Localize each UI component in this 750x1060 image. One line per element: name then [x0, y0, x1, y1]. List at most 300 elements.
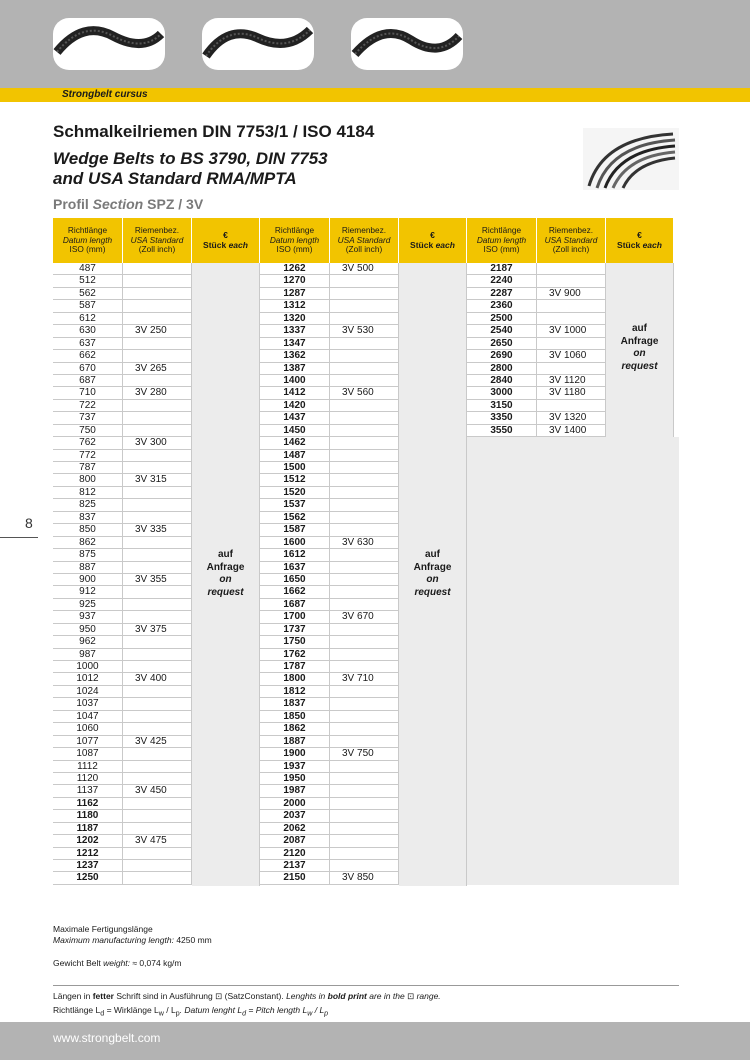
datum-length-cell: 1787	[260, 661, 330, 672]
usa-designation-cell	[537, 338, 606, 349]
usa-designation-cell	[123, 711, 192, 722]
table-row	[260, 723, 399, 735]
datum-length-cell: 670	[53, 363, 123, 374]
usa-designation-cell	[123, 586, 192, 597]
table-row	[260, 823, 399, 835]
table-row	[53, 313, 192, 325]
table-row	[260, 649, 399, 661]
usa-designation-cell: 3V 530	[330, 325, 399, 336]
usa-designation-cell	[537, 263, 606, 274]
table-row	[53, 375, 192, 387]
usa-designation-cell	[123, 275, 192, 286]
datum-length-cell: 987	[53, 649, 123, 660]
table-row	[260, 338, 399, 350]
table-row	[260, 872, 399, 884]
brand-label: Strongbelt cursus	[62, 89, 148, 100]
price-on-request-cell: auf Anfrage on request	[399, 263, 467, 886]
table-row	[53, 363, 192, 375]
usa-designation-cell: 3V 300	[123, 437, 192, 448]
usa-designation-cell	[123, 698, 192, 709]
table-row	[260, 661, 399, 673]
datum-length-cell: 1700	[260, 611, 330, 622]
belt-image	[351, 18, 463, 70]
usa-designation-cell	[330, 723, 399, 734]
usa-designation-cell	[537, 363, 606, 374]
datum-length-cell: 925	[53, 599, 123, 610]
column-header-designation: Riemenbez. USA Standard (Zoll inch)	[123, 218, 192, 263]
datum-length-cell: 2287	[467, 288, 537, 299]
table-row	[467, 263, 606, 275]
table-row	[53, 474, 192, 486]
usa-designation-cell	[123, 263, 192, 274]
datum-length-cell: 2037	[260, 810, 330, 821]
table-row	[53, 611, 192, 623]
datum-length-cell: 1420	[260, 400, 330, 411]
table-row	[260, 673, 399, 685]
datum-length-cell: 950	[53, 624, 123, 635]
table-row	[53, 848, 192, 860]
usa-designation-cell: 3V 1400	[537, 425, 606, 436]
column-header-length: Richtlänge Datum length ISO (mm)	[467, 218, 537, 263]
table-row	[53, 586, 192, 598]
usa-designation-cell	[330, 363, 399, 374]
datum-length-cell: 1250	[53, 872, 123, 883]
table-row	[260, 810, 399, 822]
table-row	[53, 636, 192, 648]
usa-designation-cell: 3V 500	[330, 263, 399, 274]
table-row	[260, 387, 399, 399]
table-row	[467, 425, 606, 437]
datum-length-cell: 937	[53, 611, 123, 622]
usa-designation-cell: 3V 250	[123, 325, 192, 336]
usa-designation-cell	[330, 624, 399, 635]
column-header-price: € Stück each	[399, 218, 467, 263]
table-row	[260, 425, 399, 437]
usa-designation-cell	[330, 499, 399, 510]
usa-designation-cell	[330, 810, 399, 821]
datum-length-cell: 1262	[260, 263, 330, 274]
datum-length-cell: 1900	[260, 748, 330, 759]
table-row	[53, 275, 192, 287]
datum-length-cell: 1202	[53, 835, 123, 846]
table-row	[467, 350, 606, 362]
table-row	[53, 599, 192, 611]
datum-length-cell: 887	[53, 562, 123, 573]
table-row	[260, 761, 399, 773]
usa-designation-cell: 3V 1180	[537, 387, 606, 398]
table-row	[260, 736, 399, 748]
usa-designation-cell	[330, 338, 399, 349]
table-row	[467, 300, 606, 312]
usa-designation-cell	[330, 661, 399, 672]
datum-length-cell: 1637	[260, 562, 330, 573]
table-row	[260, 711, 399, 723]
usa-designation-cell: 3V 315	[123, 474, 192, 485]
datum-length-cell: 1120	[53, 773, 123, 784]
usa-designation-cell	[330, 798, 399, 809]
table-body	[53, 263, 192, 885]
usa-designation-cell	[123, 636, 192, 647]
datum-length-cell: 562	[53, 288, 123, 299]
table-row	[53, 872, 192, 884]
column-header-length: Richtlänge Datum length ISO (mm)	[53, 218, 123, 263]
table-row	[467, 275, 606, 287]
usa-designation-cell	[537, 275, 606, 286]
datum-length-cell: 1337	[260, 325, 330, 336]
belt-image	[53, 18, 165, 70]
table-row	[260, 624, 399, 636]
usa-designation-cell: 3V 560	[330, 387, 399, 398]
table-row	[260, 549, 399, 561]
usa-designation-cell	[330, 761, 399, 772]
datum-length-cell: 2240	[467, 275, 537, 286]
usa-designation-cell	[123, 512, 192, 523]
datum-length-cell: 630	[53, 325, 123, 336]
table-row	[53, 499, 192, 511]
table-row	[260, 798, 399, 810]
datum-length-cell: 487	[53, 263, 123, 274]
usa-designation-cell	[330, 860, 399, 871]
table-row	[53, 574, 192, 586]
datum-length-cell: 1362	[260, 350, 330, 361]
table-row	[260, 487, 399, 499]
table-row	[260, 611, 399, 623]
table-row	[467, 288, 606, 300]
table-body	[260, 263, 399, 885]
table-row	[53, 748, 192, 760]
datum-length-cell: 2800	[467, 363, 537, 374]
usa-designation-cell	[330, 288, 399, 299]
datum-length-cell: 1024	[53, 686, 123, 697]
usa-designation-cell: 3V 450	[123, 785, 192, 796]
usa-designation-cell	[330, 823, 399, 834]
datum-length-cell: 512	[53, 275, 123, 286]
usa-designation-cell: 3V 335	[123, 524, 192, 535]
table-row	[53, 425, 192, 437]
table-row	[53, 785, 192, 797]
datum-length-cell: 1412	[260, 387, 330, 398]
column-header-price: € Stück each	[606, 218, 674, 263]
usa-designation-cell	[330, 686, 399, 697]
table-row	[260, 785, 399, 797]
table-row	[260, 313, 399, 325]
datum-length-cell: 812	[53, 487, 123, 498]
datum-length-cell: 3000	[467, 387, 537, 398]
table-row	[467, 363, 606, 375]
usa-designation-cell	[123, 599, 192, 610]
table-row	[53, 723, 192, 735]
usa-designation-cell: 3V 670	[330, 611, 399, 622]
usa-designation-cell	[123, 350, 192, 361]
datum-length-cell: 2360	[467, 300, 537, 311]
datum-length-cell: 1037	[53, 698, 123, 709]
usa-designation-cell	[330, 736, 399, 747]
website-link[interactable]: www.strongbelt.com	[53, 1031, 161, 1045]
datum-length-cell: 662	[53, 350, 123, 361]
usa-designation-cell	[330, 450, 399, 461]
usa-designation-cell	[123, 300, 192, 311]
datum-length-cell: 1137	[53, 785, 123, 796]
table-row	[260, 748, 399, 760]
usa-designation-cell	[330, 412, 399, 423]
table-row	[260, 562, 399, 574]
table-row	[53, 810, 192, 822]
usa-designation-cell	[123, 499, 192, 510]
datum-length-cell: 1112	[53, 761, 123, 772]
column-header-designation: Riemenbez. USA Standard (Zoll inch)	[330, 218, 399, 263]
datum-length-cell: 1750	[260, 636, 330, 647]
table-row	[53, 288, 192, 300]
usa-designation-cell	[123, 810, 192, 821]
usa-designation-cell	[330, 512, 399, 523]
euro-icon: €	[223, 230, 228, 240]
datum-length-cell: 1537	[260, 499, 330, 510]
profile-label: Profil Section SPZ / 3V	[53, 196, 204, 212]
datum-length-cell: 1812	[260, 686, 330, 697]
usa-designation-cell: 3V 400	[123, 673, 192, 684]
datum-length-cell: 2500	[467, 313, 537, 324]
euro-icon: €	[637, 230, 642, 240]
usa-designation-cell	[330, 636, 399, 647]
table-row	[53, 698, 192, 710]
table-row	[260, 636, 399, 648]
usa-designation-cell	[123, 848, 192, 859]
datum-length-cell: 1600	[260, 537, 330, 548]
datum-length-cell: 837	[53, 512, 123, 523]
datum-length-cell: 2540	[467, 325, 537, 336]
datum-length-cell: 912	[53, 586, 123, 597]
table-row	[53, 835, 192, 847]
table-row	[260, 773, 399, 785]
datum-length-cell: 1687	[260, 599, 330, 610]
table-row	[260, 325, 399, 337]
datum-length-cell: 1650	[260, 574, 330, 585]
table-row	[53, 512, 192, 524]
table-row	[467, 313, 606, 325]
datum-length-cell: 722	[53, 400, 123, 411]
table-row	[260, 400, 399, 412]
table-row	[260, 698, 399, 710]
datum-length-cell: 2650	[467, 338, 537, 349]
usa-designation-cell	[123, 400, 192, 411]
datum-length-cell: 1312	[260, 300, 330, 311]
usa-designation-cell	[123, 425, 192, 436]
table-row	[53, 798, 192, 810]
datum-length-cell: 710	[53, 387, 123, 398]
usa-designation-cell	[123, 860, 192, 871]
usa-designation-cell	[330, 574, 399, 585]
usa-designation-cell	[330, 848, 399, 859]
table-row	[53, 711, 192, 723]
usa-designation-cell	[123, 773, 192, 784]
usa-designation-cell: 3V 900	[537, 288, 606, 299]
table-row	[260, 537, 399, 549]
price-on-request-cell: auf Anfrage on request	[606, 263, 674, 437]
table-row	[260, 686, 399, 698]
table-row	[53, 736, 192, 748]
datum-length-cell: 612	[53, 313, 123, 324]
usa-designation-cell	[330, 313, 399, 324]
datum-length-cell: 1060	[53, 723, 123, 734]
usa-designation-cell	[330, 487, 399, 498]
usa-designation-cell	[123, 450, 192, 461]
usa-designation-cell	[330, 300, 399, 311]
table-row	[53, 350, 192, 362]
table-row	[260, 574, 399, 586]
usa-designation-cell: 3V 630	[330, 537, 399, 548]
usa-designation-cell	[330, 562, 399, 573]
usa-designation-cell	[123, 338, 192, 349]
usa-designation-cell: 3V 475	[123, 835, 192, 846]
table-row	[53, 860, 192, 872]
table-row	[260, 450, 399, 462]
belts-photo	[583, 128, 679, 190]
datum-length-cell: 1737	[260, 624, 330, 635]
usa-designation-cell: 3V 750	[330, 748, 399, 759]
datum-length-cell: 2137	[260, 860, 330, 871]
datum-length-cell: 1077	[53, 736, 123, 747]
usa-designation-cell	[123, 412, 192, 423]
datum-length-cell: 1000	[53, 661, 123, 672]
datum-length-cell: 1012	[53, 673, 123, 684]
datum-length-cell: 2690	[467, 350, 537, 361]
table-row	[260, 599, 399, 611]
table-row	[53, 661, 192, 673]
table-row	[53, 761, 192, 773]
datum-length-cell: 787	[53, 462, 123, 473]
datum-length-cell: 1400	[260, 375, 330, 386]
datum-length-cell: 1450	[260, 425, 330, 436]
table-row	[53, 487, 192, 499]
datum-length-cell: 2000	[260, 798, 330, 809]
datum-length-cell: 3150	[467, 400, 537, 411]
length-definition-note: Richtlänge $L_d$ = Wirklänge $L_w / L_p$. Datum lenght $L_d$ = Pitch length $L_w / L_p$	[53, 1005, 329, 1018]
usa-designation-cell: 3V 1120	[537, 375, 606, 386]
table-row	[467, 412, 606, 424]
usa-designation-cell	[123, 748, 192, 759]
datum-length-cell: 1562	[260, 512, 330, 523]
usa-designation-cell	[123, 661, 192, 672]
usa-designation-cell	[123, 823, 192, 834]
table-row	[53, 300, 192, 312]
usa-designation-cell	[330, 524, 399, 535]
usa-designation-cell	[123, 487, 192, 498]
datum-length-cell: 2062	[260, 823, 330, 834]
datum-length-cell: 637	[53, 338, 123, 349]
datum-length-cell: 1047	[53, 711, 123, 722]
usa-designation-cell	[330, 437, 399, 448]
usa-designation-cell	[123, 462, 192, 473]
table-row	[467, 325, 606, 337]
table-row	[53, 624, 192, 636]
usa-designation-cell	[330, 375, 399, 386]
datum-length-cell: 1987	[260, 785, 330, 796]
table-row	[260, 288, 399, 300]
usa-designation-cell	[123, 375, 192, 386]
datum-length-cell: 1212	[53, 848, 123, 859]
usa-designation-cell	[123, 761, 192, 772]
usa-designation-cell	[123, 649, 192, 660]
page-number-rule	[0, 537, 38, 538]
column-header-price: € Stück each	[192, 218, 260, 263]
table-row	[260, 300, 399, 312]
table-row	[260, 437, 399, 449]
datum-length-cell: 762	[53, 437, 123, 448]
usa-designation-cell	[330, 474, 399, 485]
usa-designation-cell	[330, 785, 399, 796]
satzconstant-icon: ⊡	[407, 991, 415, 1001]
satzconstant-icon: ⊡	[215, 991, 223, 1001]
usa-designation-cell: 3V 265	[123, 363, 192, 374]
datum-length-cell: 3550	[467, 425, 537, 436]
usa-designation-cell	[537, 313, 606, 324]
usa-designation-cell	[123, 562, 192, 573]
usa-designation-cell: 3V 710	[330, 673, 399, 684]
usa-designation-cell: 3V 850	[330, 872, 399, 883]
datum-length-cell: 1500	[260, 462, 330, 473]
datum-length-cell: 1512	[260, 474, 330, 485]
datum-length-cell: 687	[53, 375, 123, 386]
table-body	[467, 263, 606, 437]
page-number: 8	[25, 515, 33, 531]
usa-designation-cell	[123, 798, 192, 809]
datum-length-cell: 3350	[467, 412, 537, 423]
datum-length-cell: 1662	[260, 586, 330, 597]
empty-table-area	[467, 437, 679, 885]
table-row	[260, 848, 399, 860]
table-row	[53, 562, 192, 574]
table-row	[260, 412, 399, 424]
datum-length-cell: 737	[53, 412, 123, 423]
usa-designation-cell	[330, 425, 399, 436]
datum-length-cell: 2120	[260, 848, 330, 859]
table-row	[260, 363, 399, 375]
table-row	[260, 835, 399, 847]
usa-designation-cell	[123, 872, 192, 883]
datum-length-cell: 1320	[260, 313, 330, 324]
table-row	[53, 549, 192, 561]
table-row	[53, 524, 192, 536]
datum-length-cell: 1937	[260, 761, 330, 772]
datum-length-cell: 1187	[53, 823, 123, 834]
table-row	[53, 400, 192, 412]
datum-length-cell: 2087	[260, 835, 330, 846]
usa-designation-cell	[123, 313, 192, 324]
table-row	[467, 375, 606, 387]
datum-length-cell: 2187	[467, 263, 537, 274]
datum-length-cell: 1237	[53, 860, 123, 871]
usa-designation-cell	[330, 462, 399, 473]
datum-length-cell: 825	[53, 499, 123, 510]
usa-designation-cell	[330, 711, 399, 722]
datum-length-cell: 800	[53, 474, 123, 485]
usa-designation-cell: 3V 280	[123, 387, 192, 398]
datum-length-cell: 1180	[53, 810, 123, 821]
usa-designation-cell	[330, 549, 399, 560]
table-row	[53, 462, 192, 474]
usa-designation-cell	[330, 698, 399, 709]
usa-designation-cell	[537, 400, 606, 411]
table-row	[53, 773, 192, 785]
usa-designation-cell	[330, 835, 399, 846]
table-row	[53, 686, 192, 698]
usa-designation-cell: 3V 1060	[537, 350, 606, 361]
table-row	[53, 823, 192, 835]
usa-designation-cell	[123, 549, 192, 560]
table-row	[467, 338, 606, 350]
table-row	[260, 350, 399, 362]
datum-length-cell: 750	[53, 425, 123, 436]
